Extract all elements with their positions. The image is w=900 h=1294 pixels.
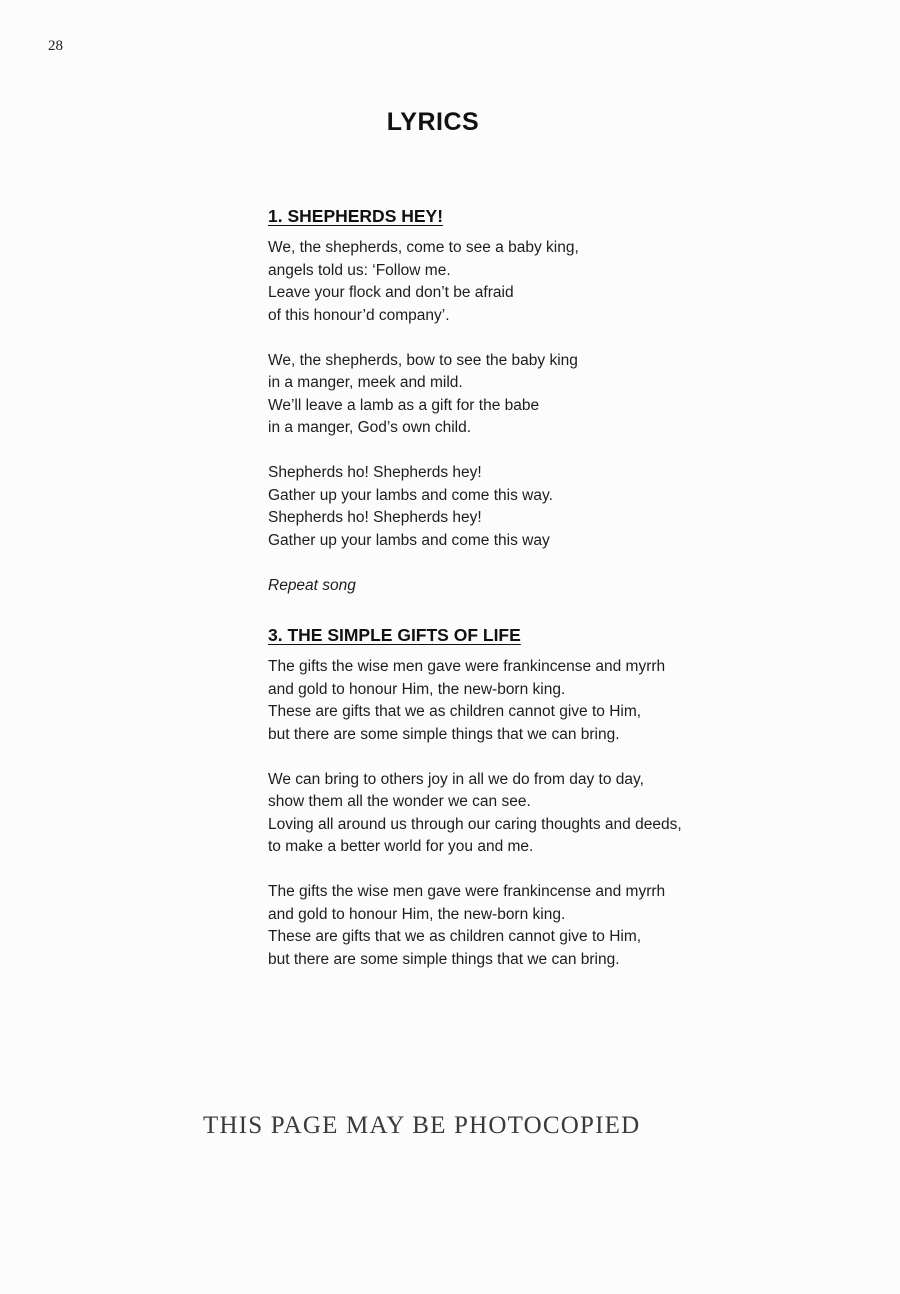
stanza: [268, 350, 788, 440]
lyric-line: The gifts the wise men gave were frankincense and myrrh: [268, 883, 666, 900]
lyric-line: Gather up your lambs and come this way.: [268, 486, 553, 504]
lyric-line: Shepherds ho! Shepherds hey!: [268, 464, 482, 481]
lyric-line: to make a better world for you and me.: [268, 838, 534, 855]
lyric-line: of this honour’d company’.: [268, 306, 450, 324]
song-simple-gifts-of-life: [268, 622, 788, 971]
lyric-line: These are gifts that we as children cannot give to Him,: [268, 928, 642, 945]
photocopy-notice: THIS PAGE MAY BE PHOTOCOPIED: [203, 1112, 641, 1139]
lyric-line: angels told us: ‘Follow me.: [268, 261, 451, 279]
page-title: LYRICS: [386, 108, 480, 136]
stanza: [268, 881, 788, 971]
lyric-line: Shepherds ho! Shepherds hey!: [268, 509, 482, 526]
stanza: [268, 462, 788, 552]
lyric-line: Leave your flock and don’t be afraid: [268, 284, 514, 301]
lyric-line: but there are some simple things that we can bring.: [268, 950, 620, 968]
lyric-line: show them all the wonder we can see.: [268, 793, 531, 810]
lyric-line: The gifts the wise men gave were frankincense and myrrh: [268, 658, 666, 675]
lyric-line: We can bring to others joy in all we do from day to day,: [268, 770, 644, 788]
stanza: [268, 237, 788, 327]
lyric-line: We, the shepherds, come to see a baby king,: [268, 239, 579, 256]
song-shepherds-hey: [268, 203, 788, 597]
page-number: 28: [48, 38, 63, 54]
lyric-line: in a manger, God’s own child.: [268, 419, 472, 436]
lyric-line: and gold to honour Him, the new-born king.: [268, 680, 566, 698]
stanza: [268, 656, 788, 746]
lyric-line: We, the shepherds, bow to see the baby king: [268, 351, 578, 369]
song-title: 1. SHEPHERDS HEY!: [268, 206, 444, 226]
lyric-line: Gather up your lambs and come this way: [268, 531, 550, 549]
lyrics-content: [268, 203, 788, 994]
song-title: 3. THE SIMPLE GIFTS OF LIFE: [268, 625, 521, 645]
lyric-line: and gold to honour Him, the new-born king.: [268, 905, 566, 923]
stanza: [268, 769, 788, 859]
lyric-line: These are gifts that we as children cannot give to Him,: [268, 703, 642, 720]
repeat-note: Repeat song: [268, 576, 356, 594]
lyric-line: We’ll leave a lamb as a gift for the babe: [268, 396, 540, 414]
lyric-line: but there are some simple things that we can bring.: [268, 725, 620, 743]
lyric-line: in a manger, meek and mild.: [268, 374, 463, 391]
lyric-line: Loving all around us through our caring thoughts and deeds,: [268, 815, 682, 833]
